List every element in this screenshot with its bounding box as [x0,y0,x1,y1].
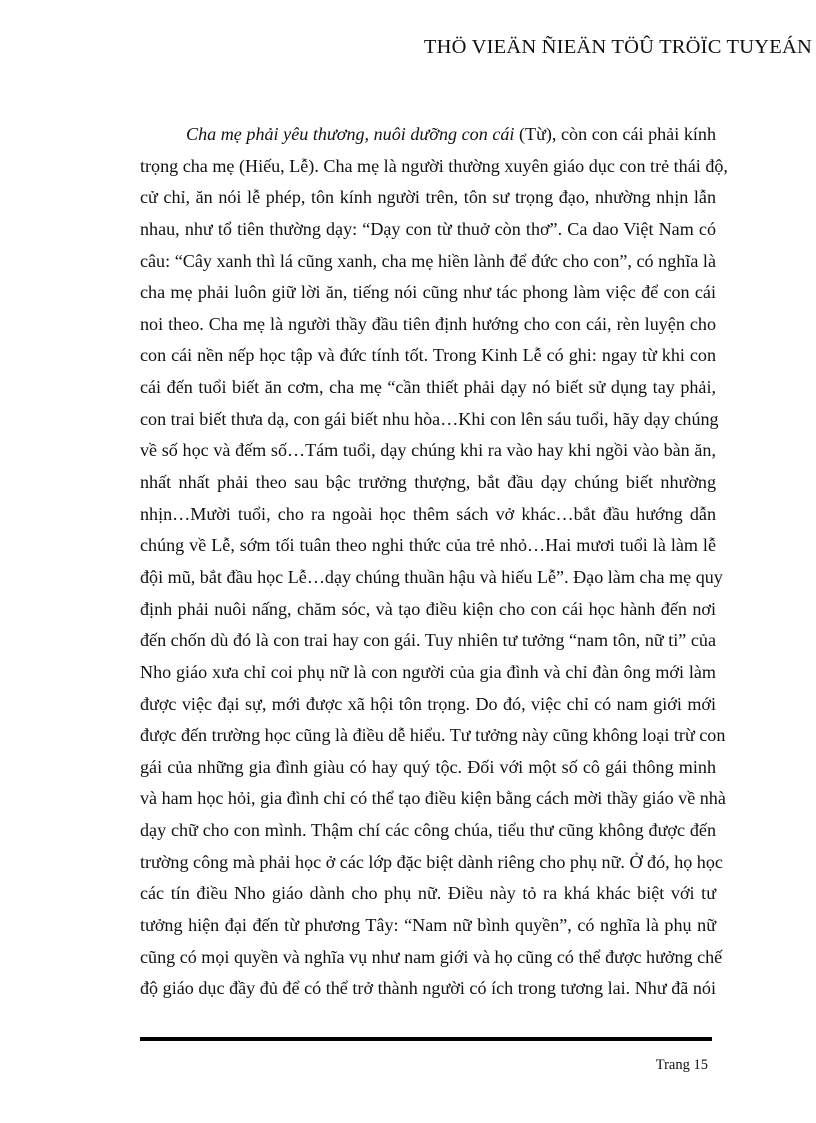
paragraph-line: nhất nhất phải theo sau bậc trưởng thượng, bắt đầu dạy chúng biết nhường [140,472,716,493]
paragraph-line: con trai biết thưa dạ, con gái biết nhu hòa…Khi con lên sáu tuổi, hãy dạy chúng [140,408,719,429]
paragraph-line: câu: “Cây xanh thì lá cũng xanh, cha mẹ hiền lành để đức cho con”, có nghĩa là [140,250,716,271]
paragraph-line: con cái nền nếp học tập và đức tính tốt. Trong Kinh Lễ có ghi: ngay từ khi con [140,345,716,366]
paragraph-line: cũng có mọi quyền và nghĩa vụ như nam giới và họ cũng có thể được hưởng chế [140,946,723,967]
paragraph-line: đến chốn dù đó là con trai hay con gái. Tuy nhiên tư tưởng “nam tôn, nữ ti” của [140,630,716,651]
paragraph-line: được đến trường học cũng là điều dễ hiểu. Tư tưởng này cũng không loại trừ con [140,725,726,746]
paragraph-line: cử chỉ, ăn nói lễ phép, tôn kính người trên, tôn sư trọng đạo, nhường nhịn lẫn [140,187,716,208]
paragraph-line: dạy chữ cho con mình. Thậm chí các công chúa, tiểu thư cũng không được đến [140,820,716,841]
line-text: (Từ), còn con cái phải kính [514,124,716,144]
paragraph-line: độ giáo dục đầy đủ để có thể trở thành người có ích trong tương lai. Như đã nói [140,978,716,999]
paragraph-line: về số học và đếm số…Tám tuổi, dạy chúng khi ra vào hay khi ngồi vào bàn ăn, [140,440,716,461]
paragraph-line: nhau, như tổ tiên thường dạy: “Dạy con từ thuở còn thơ”. Ca dao Việt Nam có [140,218,716,239]
paragraph-line: cha mẹ phải luôn giữ lời ăn, tiếng nói cũng như tác phong làm việc để con cái [140,282,716,303]
paragraph-line: tưởng hiện đại đến từ phương Tây: “Nam nữ bình quyền”, có nghĩa là phụ nữ [140,915,716,936]
footer-rule [140,1037,712,1041]
paragraph-line [140,119,716,151]
paragraph-line: đội mũ, bắt đầu học Lễ…dạy chúng thuần hậu và hiếu Lễ”. Đạo làm cha mẹ quy [140,566,723,587]
paragraph-line: nhịn…Mười tuổi, cho ra ngoài học thêm sách vở khác…bắt đầu hướng dẫn [140,503,716,524]
running-header: THÖ VIEÄN ÑIEÄN TÖÛ TRÖÏC TUYEÁN [423,36,812,58]
body-paragraph [140,119,728,1005]
paragraph-line: noi theo. Cha mẹ là người thầy đầu tiên định hướng cho con cái, rèn luyện cho [140,313,716,334]
paragraph-line: trường công mà phải học ở các lớp đặc biệt dành riêng cho phụ nữ. Ở đó, họ học [140,851,723,872]
paragraph-line: chúng về Lễ, sớm tối tuân theo nghi thức của trẻ nhỏ…Hai mươi tuổi là làm lễ [140,535,716,556]
paragraph-line: và ham học hỏi, gia đình chỉ có thể tạo điều kiện bằng cách mời thầy giáo về nhà [140,788,726,809]
paragraph-line: cái đến tuổi biết ăn cơm, cha mẹ “cần thiết phải dạy nó biết sử dụng tay phải, [140,377,716,398]
paragraph-line: được việc đại sự, mới được xã hội tôn trọng. Do đó, việc chỉ có nam giới mới [140,693,716,714]
paragraph-line: gái của những gia đình giàu có hay quý tộc. Đối với một số cô gái thông minh [140,756,716,777]
paragraph-line: Nho giáo xưa chỉ coi phụ nữ là con người của gia đình và chỉ đàn ông mới làm [140,661,716,682]
emphasis-text: Cha mẹ phải yêu thương, nuôi dưỡng con cái [186,124,515,144]
paragraph-line: trọng cha mẹ (Hiếu, Lễ). Cha mẹ là người thường xuyên giáo dục con trẻ thái độ, [140,155,728,176]
paragraph-line: các tín điều Nho giáo dành cho phụ nữ. Điều này tỏ ra khá khác biệt với tư [140,883,716,904]
page-number: Trang 15 [655,1057,708,1073]
paragraph-line: định phải nuôi nấng, chăm sóc, và tạo điều kiện cho con cái học hành đến nơi [140,598,716,619]
